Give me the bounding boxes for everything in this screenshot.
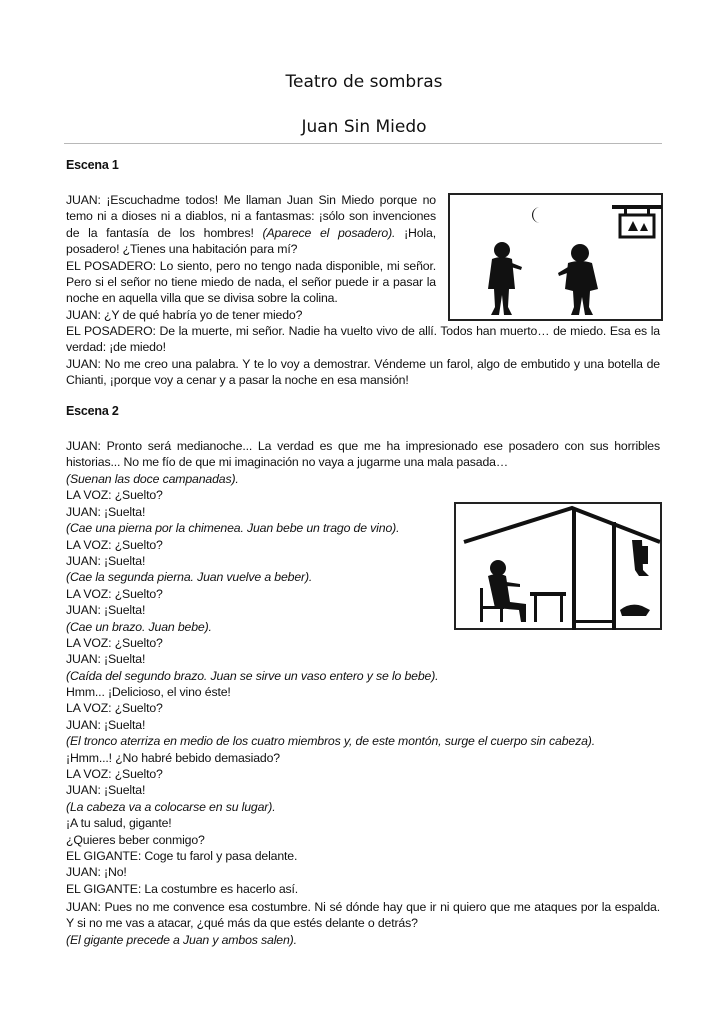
stage-direction-line: (La cabeza va a colocarse en su lugar). [66, 799, 276, 814]
dialogue-line: JUAN: ¡Suelta! [66, 652, 146, 667]
stage-direction: (Aparece el posadero). [262, 225, 396, 240]
scene-1-narrow-paragraph [66, 192, 436, 323]
dialogue-line: JUAN: ¡Suelta! [66, 553, 146, 568]
stage-direction-line: (Cae la segunda pierna. Juan vuelve a beber). [66, 570, 313, 585]
scene-2-closing: JUAN: Pues no me convence esa costumbre. Ni sé dónde hay que ir ni quiero que me ataques por la espalda. Y si no me vas a atacar, ¿qué más da que estés delante o detrás? [66, 900, 660, 931]
dialogue-line: JUAN: ¡Suelta! [66, 717, 146, 732]
dialogue-line: LA VOZ: ¿Suelto? [66, 488, 163, 503]
dialogue-line: LA VOZ: ¿Suelto? [66, 635, 163, 650]
stage-direction-line: (Caída del segundo brazo. Juan se sirve un vaso entero y se lo bebe). [66, 668, 439, 683]
dialogue-line: LA VOZ: ¿Suelto? [66, 701, 163, 716]
document-title: Teatro de sombras [285, 72, 443, 92]
title-divider [64, 143, 662, 144]
scene-1-heading: Escena 1 [66, 158, 119, 172]
dialogue-line: ¡A tu salud, gigante! [66, 816, 172, 831]
stage-direction-line: (Cae un brazo. Juan bebe). [66, 619, 212, 634]
scene-1-full-paragraph [66, 323, 660, 389]
dialogue-line: Hmm... ¡Delicioso, el vino éste! [66, 685, 231, 700]
scene-2-intro: JUAN: Pronto será medianoche... La verdad es que me ha impresionado ese posadero con sus horribles historias... No me fío de que mi imaginación no vaya a jugarme una mala pasada… [66, 439, 660, 470]
dialogue-line: EL GIGANTE: La costumbre es hacerlo así. [66, 881, 299, 896]
stage-direction-line: (El tronco aterriza en medio de los cuatro miembros y, de este montón, surge el cuerpo sin cabeza). [66, 734, 595, 749]
dialogue-line: LA VOZ: ¿Suelto? [66, 767, 163, 782]
innkeeper-death-line: EL POSADERO: De la muerte, mi señor. Nadie ha vuelto vivo de allí. Todos han muerto… de miedo. Esa es la verdad: ¡de miedo! [66, 324, 660, 355]
dialogue-line: ¡Hmm...! ¿No habré bebido demasiado? [66, 750, 280, 765]
juan-greeting-line: ¡Hola, posadero! ¿Tienes una habitación para mí? [66, 225, 436, 257]
dialogue-line: LA VOZ: ¿Suelto? [66, 537, 163, 552]
juan-question-line: JUAN: ¿Y de qué habría yo de tener miedo? [66, 307, 303, 322]
dialogue-line: JUAN: ¡Suelta! [66, 504, 146, 519]
document-subtitle: Juan Sin Miedo [301, 117, 427, 137]
innkeeper-line: EL POSADERO: Lo siento, pero no tengo nada disponible, mi señor. Pero si el señor no tiene miedo de nada, el señor puede ir a pasar la noche en aquella villa que se divisa sobre la colina. [66, 258, 436, 306]
dialogue-line: ¿Quieres beber conmigo? [66, 832, 205, 847]
illustration-haunted-house [454, 502, 662, 630]
juan-challenge-line: JUAN: No me creo una palabra. Y te lo voy a demostrar. Véndeme un farol, algo de embutido y una botella de Chianti, ¡porque voy a cenar y a pasar la noche en esa mansión! [66, 356, 660, 388]
final-stage-direction: (El gigante precede a Juan y ambos salen). [66, 933, 297, 947]
dialogue-line: EL GIGANTE: Coge tu farol y pasa delante. [66, 848, 298, 863]
dialogue-line: JUAN: ¡No! [66, 865, 127, 880]
stage-direction-line: (Cae una pierna por la chimenea. Juan bebe un trago de vino). [66, 521, 400, 536]
dialogue-line: LA VOZ: ¿Suelto? [66, 586, 163, 601]
dialogue-line: JUAN: ¡Suelta! [66, 603, 146, 618]
illustration-juan-and-innkeeper [448, 193, 663, 321]
dialogue-line: JUAN: ¡Suelta! [66, 783, 146, 798]
stage-direction-line: (Suenan las doce campanadas). [66, 472, 239, 486]
juan-intro-line: JUAN: ¡Escuchadme todos! Me llaman Juan Sin Miedo porque no temo ni a dioses ni a diablos, ni a fantasmas: ¡sólo son invenciones de la fantasía de los hombres! [66, 193, 436, 240]
scene-2-heading: Escena 2 [66, 404, 119, 418]
